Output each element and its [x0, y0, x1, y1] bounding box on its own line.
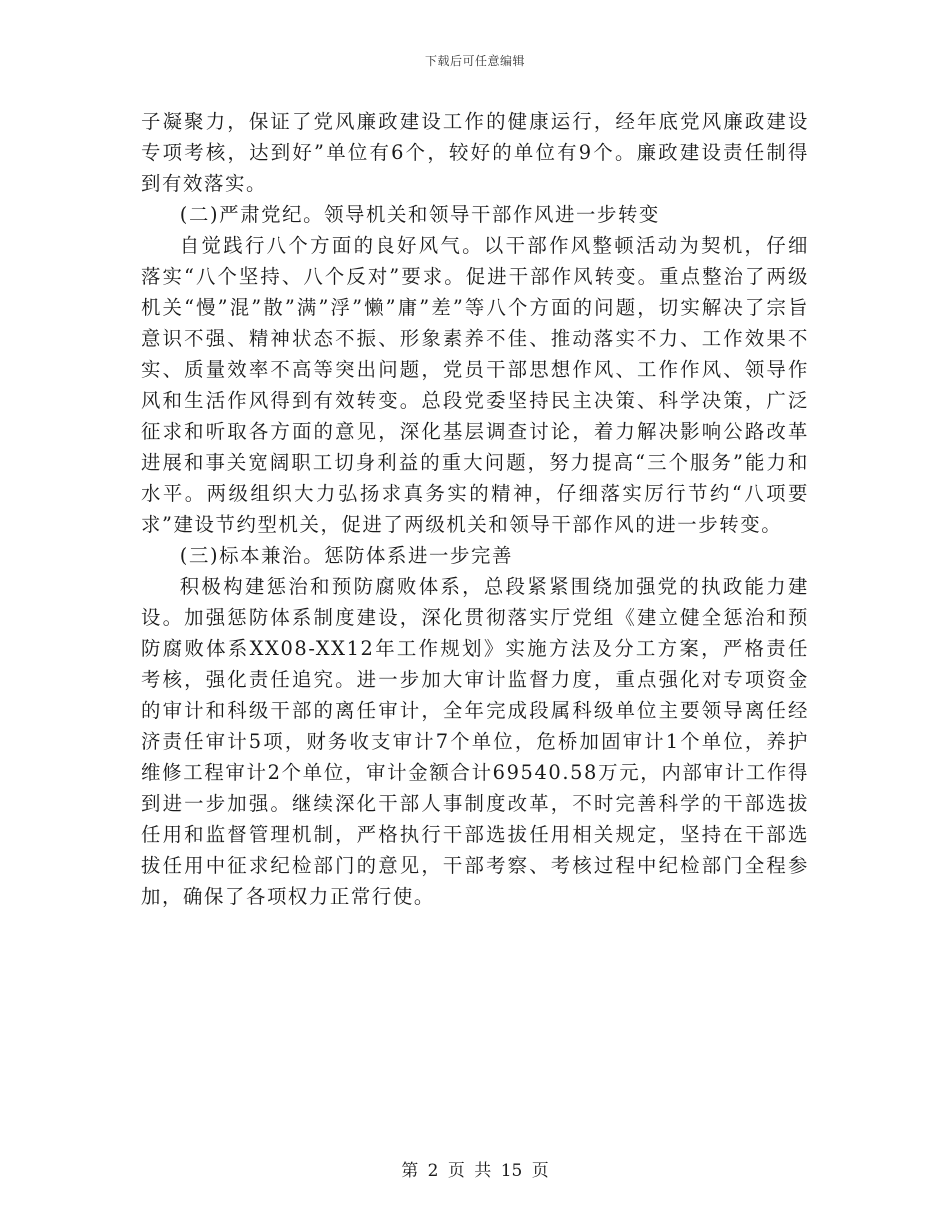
page-header: 下载后可任意编辑	[424, 54, 525, 68]
paragraph-section-3: 积极构建惩治和预防腐败体系，总段紧紧围绕加强党的执政能力建设。加强惩防体系制度建设，深化贯彻落实厅党组《建立健全惩治和预防腐败体系XX08-XX12年工作规划》实施方法及分工方案，严格责任考核，强化责任追究。进一步加大审计监督力度，重点强化对专项资金的审计和科级干部的离任审计，全年完成段属科级单位主要领导离任经济责任审计5项，财务收支审计7个单位，危桥加固审计1个单位，养护维修工程审计2个单位，审计金额合计69540.58万元，内部审计工作得到进一步加强。继续深化干部人事制度改革，不时完善科学的干部选拔任用和监督管理机制，严格执行干部选拔任用相关规定，坚持在干部选拔任用中征求纪检部门的意见，干部考察、考核过程中纪检部门全程参加，确保了各项权力正常行使。	[141, 575, 809, 908]
paragraph-section-2: 自觉践行八个方面的良好风气。以干部作风整顿活动为契机，仔细落实“八个坚持、八个反对”要求。促进干部作风转变。重点整治了两级机关“慢”混”散”满”浮”懒”庸”差”等八个方面的问题，切实解决了宗旨意识不强、精神状态不振、形象素养不佳、推动落实不力、工作效果不实、质量效率不高等突出问题，党员干部思想作风、工作作风、领导作风和生活作风得到有效转变。总段党委坚持民主决策、科学决策，广泛征求和听取各方面的意见，深化基层调查讨论，着力解决影响公路改革进展和事关宽阔职工切身利益的重大问题，努力提高“三个服务”能力和水平。两级组织大力弘扬求真务实的精神，仔细落实厉行节约“八项要求”建设节约型机关，促进了两级机关和领导干部作风的进一步转变。	[141, 234, 809, 536]
section-heading-3: (三)标本兼治。惩防体系进一步完善	[179, 544, 513, 567]
section-heading-2: (二)严肃党纪。领导机关和领导干部作风进一步转变	[179, 203, 660, 226]
document-body	[141, 106, 809, 912]
paragraph-continuation: 子凝聚力，保证了党风廉政建设工作的健康运行，经年底党风廉政建设专项考核，达到好”单位有6个，较好的单位有9个。廉政建设责任制得到有效落实。	[141, 110, 809, 195]
page-number-footer: 第 2 页 共 15 页	[401, 1161, 549, 1181]
